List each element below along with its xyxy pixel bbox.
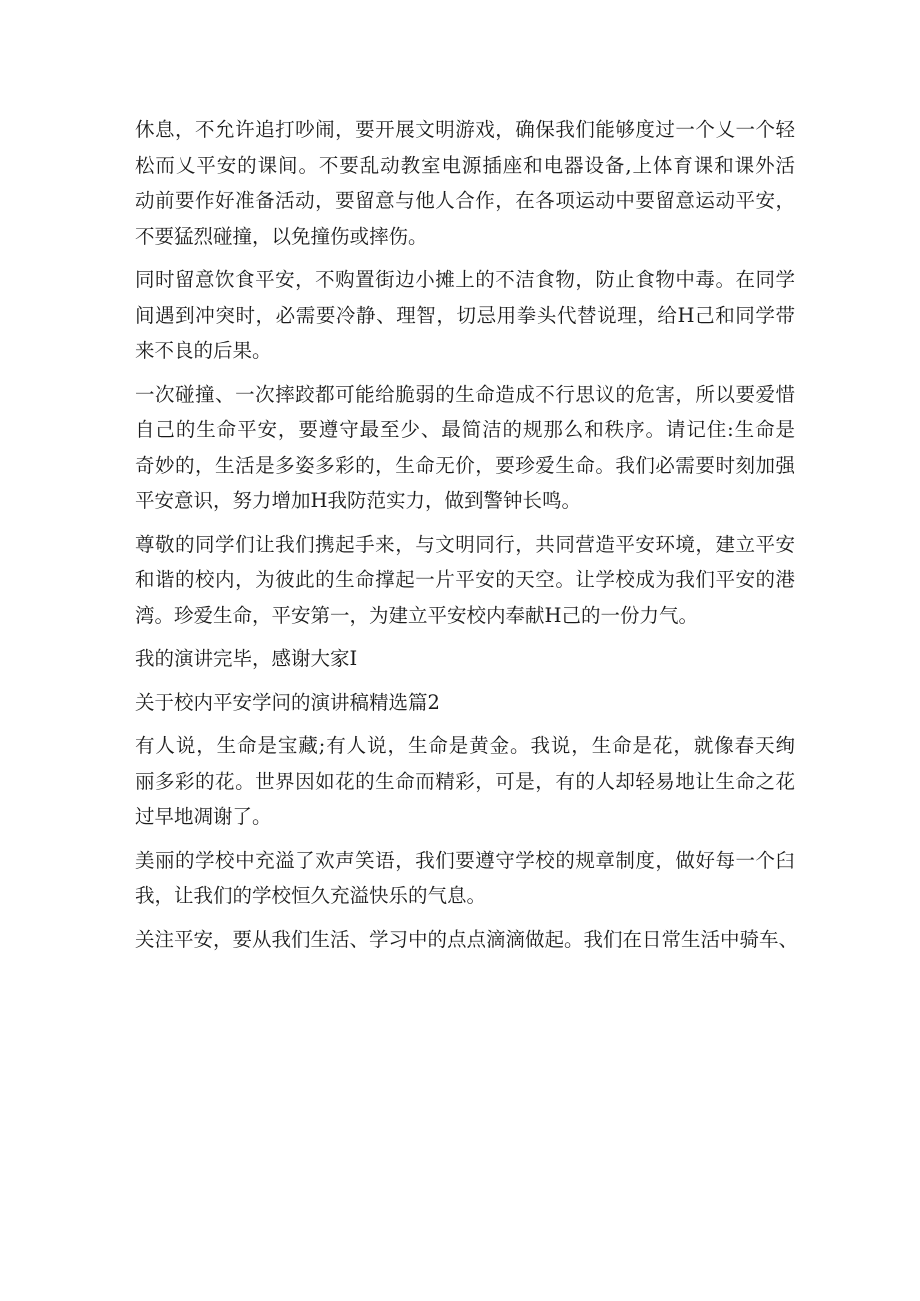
paragraph bbox=[135, 377, 795, 519]
text-line: 有人说，生命是宝藏;有人说，生命是黄金。我说，生命是花，就像春天绚 bbox=[135, 734, 795, 757]
text-line: 美丽的学校中充溢了欢声笑语，我们要遵守学校的规章制度，做好每一个臼 bbox=[135, 848, 795, 872]
text-line: 间遇到冲突时，必需要冷静、理智，切忌用拳头代替说理，给H己和同学带 bbox=[135, 303, 795, 327]
paragraph bbox=[135, 728, 795, 835]
paragraph bbox=[135, 112, 795, 254]
text-line: 来不良的后果。 bbox=[135, 339, 272, 362]
text-line: 奇妙的，生活是多姿多彩的，生命无价，要珍爱生命。我们必需要时刻加强 bbox=[135, 453, 795, 477]
text-line: 不要猛烈碰撞，以免撞伤或摔伤。 bbox=[135, 224, 428, 248]
text-line: 湾。珍爱生命，平安第一，为建立平安校内奉献H己的一份力气。 bbox=[135, 603, 699, 627]
text-line: 过早地凋谢了。 bbox=[135, 805, 272, 828]
text-line: 休息，不允许追打吵闹，要开展文明游戏，确保我们能够度过一个乂一个轻 bbox=[135, 118, 795, 141]
text-line: 尊敬的同学们让我们携起手来，与文明同行，共同营造平安环境，建立平安 bbox=[135, 532, 795, 556]
paragraph bbox=[135, 527, 795, 634]
text-line: 我的演讲完毕，感谢大家I bbox=[135, 647, 358, 670]
closing-remark bbox=[135, 641, 795, 677]
text-line: 丽多彩的花。世界因如花的生命而精彩，可是，有的人却轻易地让生命之花 bbox=[135, 769, 795, 793]
text-line: 我，让我们的学校恒久充溢快乐的气息。 bbox=[135, 884, 487, 907]
paragraph bbox=[135, 922, 799, 958]
text-line: 平安意识，努力增加H我防范实力，做到警钟长鸣。 bbox=[135, 489, 582, 512]
text-line: 关注平安，要从我们生活、学习中的点点滴滴做起。我们在日常生活中骑车、 bbox=[135, 927, 799, 951]
text-line: 同时留意饮食平安，不购置街边小摊上的不洁食物，防止食物中毒。在同学 bbox=[135, 268, 795, 291]
text-line: 松而乂平安的课间。不要乱动教室电源插座和电器设备,上体育课和课外活 bbox=[135, 153, 795, 177]
paragraph bbox=[135, 262, 795, 369]
section-heading bbox=[135, 685, 795, 721]
document-body bbox=[135, 112, 799, 965]
text-line: 动前要作好准备活动，要留意与他人合作，在各项运动中要留意运动平安， bbox=[135, 189, 795, 212]
text-line: 和谐的校内，为彼此的生命撑起一片平安的天空。让学校成为我们平安的港 bbox=[135, 568, 795, 591]
text-line: 自己的生命平安，要遵守最至少、最简洁的规那么和秩序。请记住:生命是 bbox=[135, 418, 795, 441]
text-line: 关于校内平安学问的演讲稿精选篇2 bbox=[135, 690, 440, 714]
text-line: 一次碰撞、一次摔跤都可能给脆弱的生命造成不行思议的危害，所以要爱惜 bbox=[135, 382, 795, 406]
paragraph bbox=[135, 843, 795, 914]
